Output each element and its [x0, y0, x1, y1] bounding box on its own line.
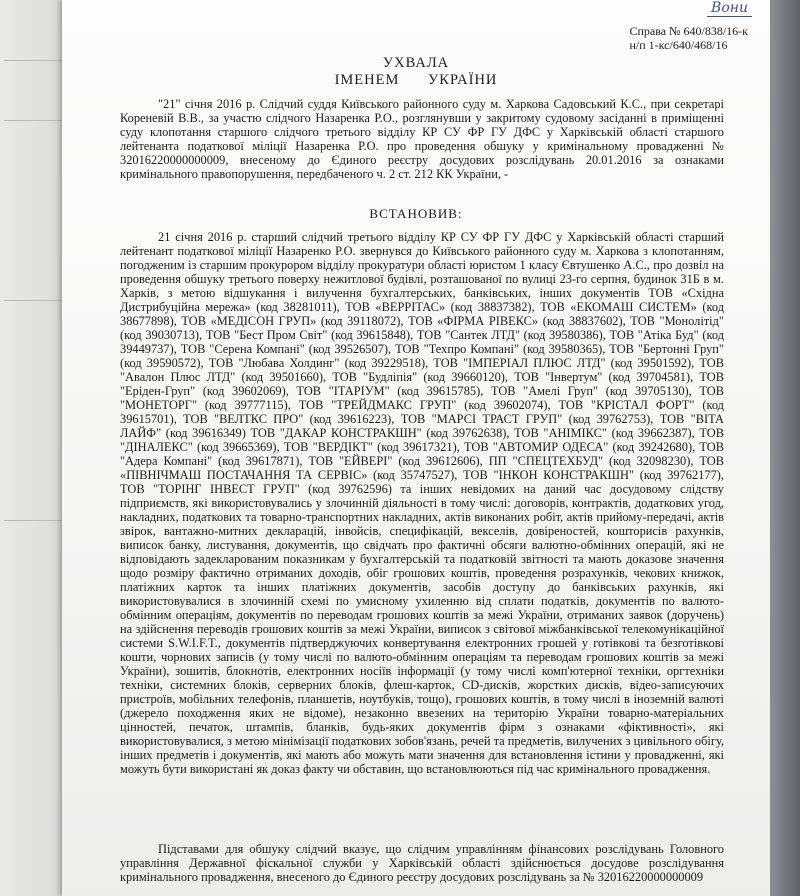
- underlying-page-line: [4, 300, 62, 301]
- intro-paragraph: "21" січня 2016 р. Слідчий суддя Київського районного суду м. Харкова Садовський К.С., при секретарі Кореневій В.В., за участю слідчого Назаренка Р.О., розглянувши у закритому судовому засіданні в приміщенні суду клопотання старшого слідчого третього відділу КР СУ ФР ГУ ДФС у Харківській області старшого лейтенанта податкової міліції Назаренка Р.О. про проведення обшуку у кримінальному провадженні № 32016220000000009, внесеному до Єдиного реєстру досудових розслідувань 20.01.2016 за ознаками кримінального правопорушення, передбаченого ч. 2 ст. 212 КК України, -: [120, 97, 724, 181]
- section-heading: ВСТАНОВИВ:: [369, 206, 463, 221]
- background-edge: [770, 0, 800, 896]
- underlying-page: [0, 0, 62, 896]
- underlying-page-line: [4, 120, 62, 121]
- footer-paragraph: Підставами для обшуку слідчий вказує, що слідчим управлінням фінансових розслідувань Головного управління Державної фіскальної служби у Харківській області здійснюється досудове розслідування кримінального провадження, внесеного до Єдиного реєстру досудових розслідувань за № 32016220000000009: [120, 842, 724, 884]
- document-title: УХВАЛА: [382, 55, 450, 71]
- underlying-page-line: [4, 520, 62, 521]
- case-number: Справа № 640/838/16-к: [629, 24, 748, 38]
- proceeding-number: н/п 1-кс/640/468/16: [629, 38, 728, 52]
- document-page: [62, 0, 770, 896]
- case-number-block: [629, 24, 748, 52]
- handwritten-signature: Вони: [707, 0, 752, 17]
- underlying-page-line: [4, 60, 62, 61]
- document-subtitle: ІМЕНЕМ УКРАЇНИ: [334, 72, 498, 88]
- body-paragraph: 21 січня 2016 р. старший слідчий третього відділу КР СУ ФР ГУ ДФС у Харківській області старший лейтенант податкової міліції Назаренко Р.О. звернувся до Київського районного суду м. Харкова з клопотанням, погодженим із старшим прокурором відділу прокуратури області юристом 1 класу Євтушенко А.С., про дозвіл на проведення обшуку третього поверху нежитлової будівлі, розташованої по вулиці 23-го серпня, будинок 31Б в м. Харків, з метою відшукання і вилучення бухгалтерських, банківських, інших документів ТОВ «Східна Дистрибуційна мережа» (код 38281011), ТОВ «ВЕРРІТАС» (код 38837382), ТОВ «ЕКОМАШ СИСТЕМ» (код 38677898), ТОВ «МЕДІСОН ГРУП» (код 39118072), ТОВ «ФІРМА РІВЕКС» (код 38837602), ТОВ "Монолітід" (код 39030713), ТОВ "Бест Пром Світ" (код 39615848), ТОВ "Сантек ЛТД" (код 39580386), ТОВ "Атіка Буд" (код 39449737), ТОВ "Серена Компані" (код 39526507), ТОВ "Техпро Компані" (код 39580365), ТОВ "Бертонні Груп" (код 39590572), ТОВ "Любава Холдинг" (код 39229518), ТОВ "ІМПЕРІАЛ ПЛЮС ЛТД" (код 39501592), ТОВ "Авалон Плюс ЛТД" (код 39501660), ТОВ "Будліпія" (код 39660120), ТОВ "Інвертум" (код 39704581), ТОВ "Еріден-Груп" (код 39602069), ТОВ "ІТАРІУМ" (код 39615785), ТОВ "Амелі Груп" (код 39705130), ТОВ "МОНЕТОРГ" (код 39777115), ТОВ "ТРЕЙДМАКС ГРУП" (код 39602074), ТОВ "КРІСТАЛ ФОРТ" (код 39615701), ТОВ "ВЕЛТКС ПРО" (код 39616223), ТОВ "МАРСІ ТРАСТ ГРУП" (код 39762753), ТОВ "ВІТА ЛАЙФ" (код 39616349) ТОВ "ДАКАР КОНСТРАКШН" (код 39762638), ТОВ "АНІМІКС" (код 39662387), ТОВ "ДІНАЛЕКС" (код 39665369), ТОВ "ВЕРДІКТ" (код 39617321), ТОВ "АВТОМИР ОДЕСА" (код 39242680), ТОВ "Адера Компані" (код 39617871), ТОВ "ЕЙВЕРІ" (код 39612606), ПП "СПЕЦТЕХБУД" (код 32098230), ТОВ «ПІВНІЧМАШ ПОСТАЧАННЯ ТА СЕРВІС» (код 35747527), ТОВ "ІНКОН КОНСТРАКШН" (код 39762177), ТОВ "ТОРІНГ ІНВЕСТ ГРУП" (код 39762596) та інших невідомих на даний час досудовому слідству підприємств, які використовувались у злочинній діяльності в тому числі: договорів, контрактів, додаткових угод, накладних, податкових та товарно-транспортних накладних, актів виконаних робіт, актів прийому-передачі, актів звірок, вантажно-митних декларацій, інвойсів, специфікацій, векселів, довіреностей, кошторисів рахунків, виписок банку, листування, документів, що свідчать про фактичні обсяги валютно-обмінних операцій, які не відповідають задекларованим показникам у бухгалтерській та податковій звітності та мають доказове значення щодо розміру фактично отриманих доходів, обіг грошових коштів, проведення розрахунків, чекових книжок, платіжних карток та інших платіжних документів, засобів доступу до банківських рахунків, які використовувалися в злочинній схемі по умисному ухиленню від сплати податків, документів по валюто-обмінним операціям, документів по переводам грошових коштів за межі України, отриманих заявок (доручень) на здійснення переводів грошових коштів за межі України, виписок з світової міжбанківської телекомунікаційної системи S.W.I.F.T., документів підтверджуючих конвертування електронних грошей у готівкові та безготівкові кошти, чорнових записів (у тому числі по валюто-обмінним операціям та переводам грошових коштів за межі України), зошитів, блокнотів, електронних носіїв інформації (у тому числі комп'ютерної техніки, оргтехніки техніки, системних блоків, серверних блоків, флеш-карток, CD-дисків, жорстких дисків, відео-записуючих пристроїв, мобільних телефонів, планшетів, ноутбуків, тощо), грошових коштів, в тому числі в іноземній валюті (джерело походження яких не відоме), незаконно ввезених на територію України товарно-матеріальних цінностей, печаток, штампів, бланків, будь-яких документів фірм з ознаками «фіктивності», які використовувалися, з метою мінімізації податкових зобов'язань, речей та предметів, вилучених з цивільного обігу, інших предметів і документів, які мають або можуть мати значення для встановлення істини у провадженні, які можуть бути використані як доказ факту чи обставин, що встановлюються під час кримінального провадження.: [120, 230, 724, 776]
